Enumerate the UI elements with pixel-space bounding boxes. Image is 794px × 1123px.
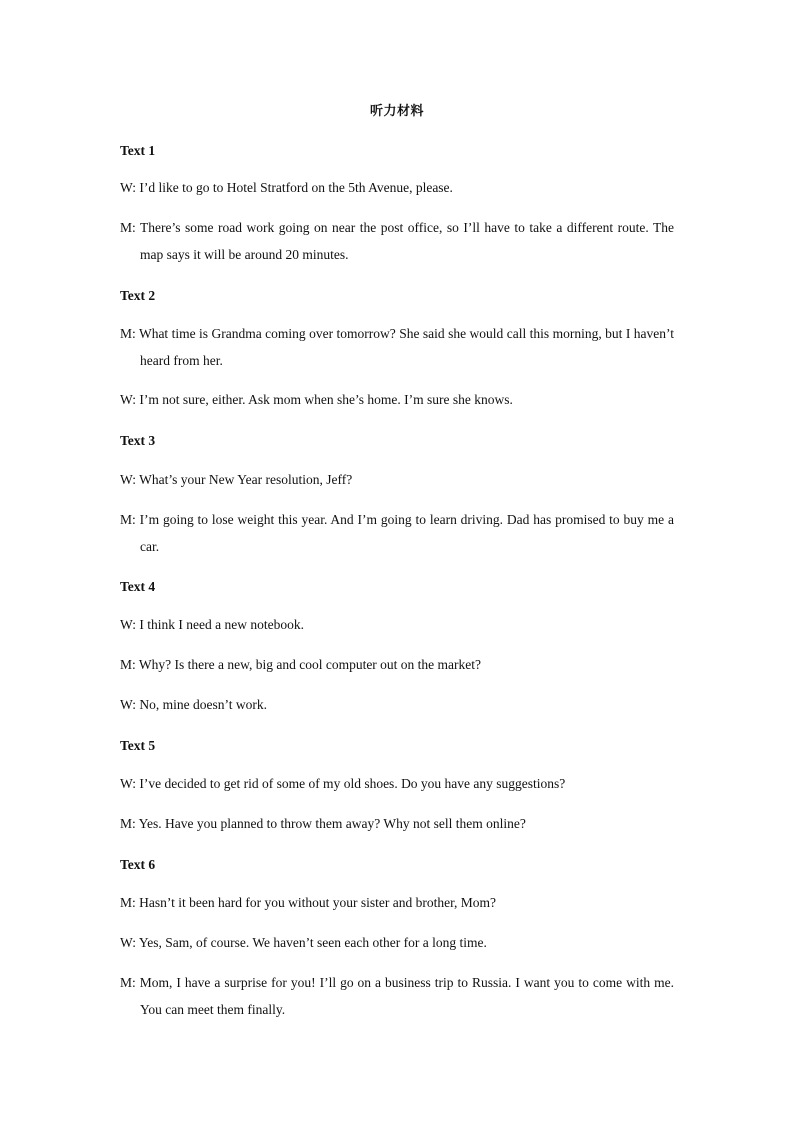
speaker-label: M:: [120, 975, 140, 990]
speaker-label: W:: [120, 180, 140, 195]
speaker-label: M:: [120, 326, 139, 341]
section-heading-text-3: Text 3: [120, 433, 156, 448]
speaker-label: M:: [120, 657, 139, 672]
dialog-line: [120, 320, 674, 374]
dialog-line: [120, 691, 674, 718]
utterance-text: What time is Grandma coming over tomorrow? She said she would call this morning, but I haven’t heard from her.: [138, 326, 674, 368]
speaker-label: W:: [120, 935, 139, 950]
utterance-text: Mom, I have a surprise for you! I’ll go on a business trip to Russia. I want you to come with me. You can meet them finally.: [139, 975, 674, 1017]
utterance-text: There’s some road work going on near the post office, so I’ll have to take a different route. The map says it will be around 20 minutes.: [140, 220, 675, 262]
utterance-text: I’m going to lose weight this year. And I’m going to learn driving. Dad has promised to buy me a car.: [139, 512, 674, 554]
dialog-line: [120, 651, 674, 678]
speaker-label: W:: [120, 472, 140, 487]
utterance-text: What’s your New Year resolution, Jeff?: [139, 472, 353, 487]
dialog-line: [120, 214, 674, 268]
page-title: 听力材料: [369, 103, 424, 118]
utterance-text: Hasn’t it been hard for you without your sister and brother, Mom?: [139, 895, 497, 910]
speaker-label: W:: [120, 617, 140, 632]
dialog-line: [120, 174, 674, 201]
dialog-line: [120, 889, 674, 916]
dialog-line: [120, 611, 674, 638]
dialog-line: [120, 770, 674, 797]
dialog-line: [120, 386, 674, 413]
utterance-text: Yes, Sam, of course. We haven’t seen each other for a long time.: [138, 935, 487, 950]
section-heading-text-6: Text 6: [120, 857, 156, 872]
speaker-label: M:: [120, 220, 141, 235]
dialog-line: [120, 506, 674, 560]
utterance-text: Yes. Have you planned to throw them away? Why not sell them online?: [138, 816, 526, 831]
speaker-label: M:: [120, 512, 140, 527]
section-heading-text-4: Text 4: [120, 579, 156, 594]
utterance-text: I’d like to go to Hotel Stratford on the 5th Avenue, please.: [139, 180, 453, 195]
section-heading-text-2: Text 2: [120, 288, 156, 303]
utterance-text: I’ve decided to get rid of some of my old shoes. Do you have any suggestions?: [139, 776, 566, 791]
dialog-line: [120, 969, 674, 1023]
speaker-label: M:: [120, 895, 140, 910]
dialog-line: [120, 466, 674, 493]
utterance-text: No, mine doesn’t work.: [139, 697, 267, 712]
speaker-label: W:: [120, 392, 140, 407]
speaker-label: W:: [120, 776, 140, 791]
dialog-line: [120, 929, 674, 956]
speaker-label: W:: [120, 697, 140, 712]
speaker-label: M:: [120, 816, 139, 831]
utterance-text: I’m not sure, either. Ask mom when she’s home. I’m sure she knows.: [139, 392, 513, 407]
utterance-text: I think I need a new notebook.: [139, 617, 304, 632]
section-heading-text-1: Text 1: [120, 143, 156, 158]
dialog-line: [120, 810, 674, 837]
utterance-text: Why? Is there a new, big and cool computer out on the market?: [138, 657, 482, 672]
section-heading-text-5: Text 5: [120, 738, 156, 753]
